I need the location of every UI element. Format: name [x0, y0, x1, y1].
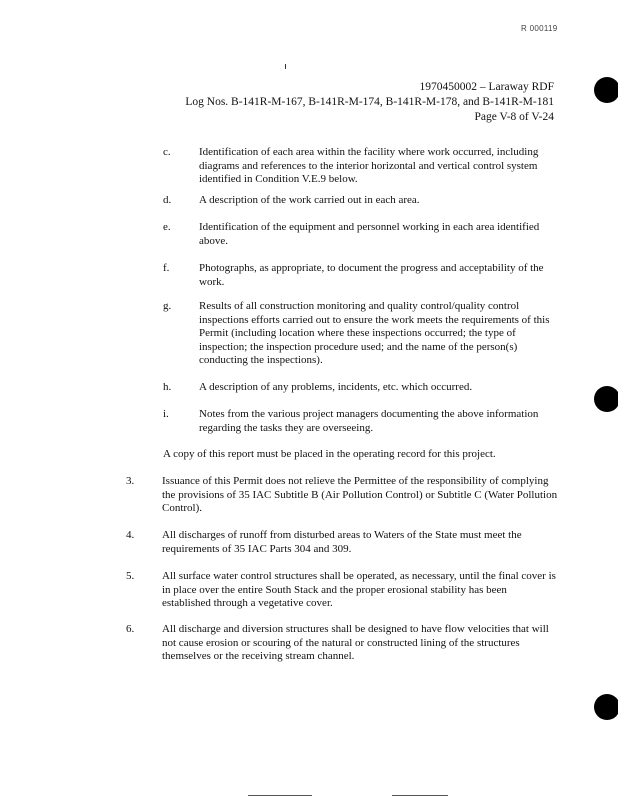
item-text: All discharges of runoff from disturbed areas to Waters of the State must meet the requirements of 35 IAC Parts 304 and 309. [162, 529, 522, 555]
sub-item-text: Identification of each area within the facility where work occurred, including diagrams and references to the interior horizontal and vertical control system identified in Condition V.E.9 below. [199, 146, 539, 186]
footer-rule [392, 795, 448, 796]
page-header [185, 80, 554, 125]
bates-number: R 000119 [521, 24, 558, 33]
sub-item-text: Results of all construction monitoring and quality control/quality control inspections efforts carried out to ensure the work meets the requirements of this Permit (including location where these inspections occurred; the type of inspection; the inspection procedure used; and the name of the person(s) conducting the inspections). [199, 300, 550, 367]
item-number: 4. [126, 529, 135, 541]
item-number: 5. [126, 570, 135, 582]
sub-item-label: d. [163, 194, 172, 206]
copy-note: A copy of this report must be placed in the operating record for this project. [163, 448, 496, 460]
item-text: All discharge and diversion structures shall be designed to have flow velocities that will not cause erosion or scouring of the natural or constructed lining of the structures themselves or the receiving stream channel. [162, 623, 549, 663]
sub-item-text: Notes from the various project managers documenting the above information regarding the tasks they are overseeing. [199, 408, 539, 434]
sub-item-text: A description of the work carried out in each area. [199, 194, 420, 206]
footer-rule [248, 795, 312, 796]
sub-item-label: g. [163, 300, 172, 312]
sub-item-text: Identification of the equipment and personnel working in each area identified above. [199, 221, 540, 247]
header-page-number: Page V-8 of V-24 [474, 111, 554, 123]
header-permit-line: 1970450002 – Laraway RDF [419, 81, 554, 93]
sub-item-label: c. [163, 146, 171, 158]
scan-mark [285, 64, 286, 69]
punch-hole [594, 77, 618, 103]
sub-item-label: h. [163, 381, 172, 393]
sub-item-label: i. [163, 408, 169, 420]
item-number: 3. [126, 475, 135, 487]
item-text: All surface water control structures shall be operated, as necessary, until the final cover is in place over the entire South Stack and the proper erosional stability has been established through a vegetative cover. [162, 570, 556, 610]
sub-item-label: e. [163, 221, 171, 233]
item-number: 6. [126, 623, 135, 635]
punch-hole [594, 386, 618, 412]
sub-item-text: A description of any problems, incidents, etc. which occurred. [199, 381, 473, 393]
punch-hole [594, 694, 618, 720]
sub-item-label: f. [163, 262, 170, 274]
header-log-numbers: Log Nos. B-141R-M-167, B-141R-M-174, B-141R-M-178, and B-141R-M-181 [185, 96, 554, 108]
sub-item-text: Photographs, as appropriate, to document the progress and acceptability of the work. [199, 262, 544, 288]
item-text: Issuance of this Permit does not relieve the Permittee of the responsibility of complying the provisions of 35 IAC Subtitle B (Air Pollution Control) or Subtitle C (Water Pollution Control). [162, 475, 558, 515]
